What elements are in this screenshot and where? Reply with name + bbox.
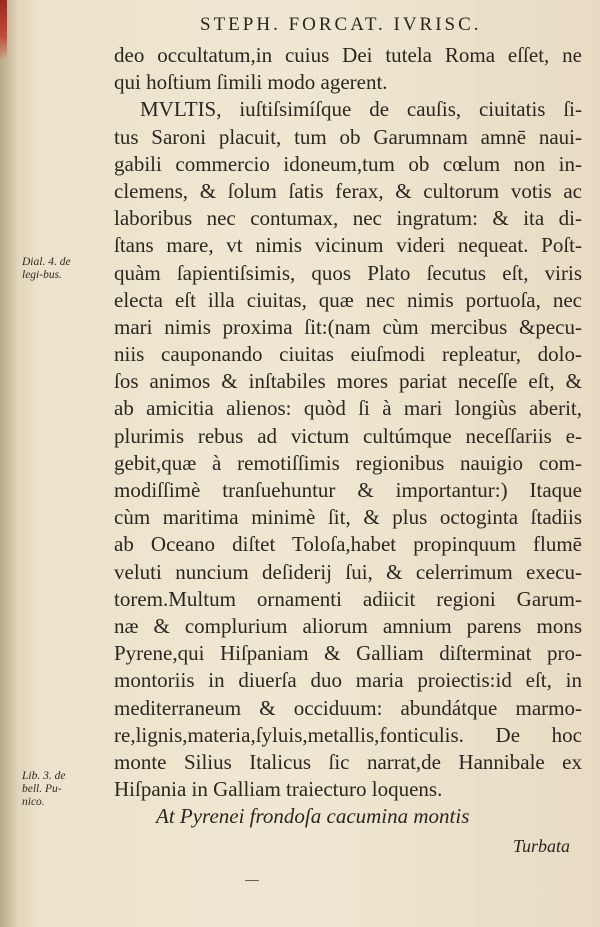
running-head: STEPH. FORCAT. IVRISC.	[200, 14, 482, 35]
text-line: mari nimis proxima ſit:(nam cùm mercibus &pecu-	[114, 314, 582, 339]
text-line: monte Silius Italicus ſic narrat,de Hannibale ex	[114, 749, 582, 774]
red-bookmark-mark	[0, 0, 7, 60]
text-line: Hiſpania in Galliam traiecturo loquens.	[114, 777, 443, 802]
text-line: Pyrene,qui Hiſpaniam & Galliam diſterminat pro-	[114, 641, 582, 666]
text-line: ab Oceano diſtet Toloſa,habet propinquum flumē	[114, 532, 582, 557]
paragraph-opening-line: MVLTIS, iuſtiſsimíſque de cauſis, ciuitatis ſi-	[140, 97, 582, 122]
text-line: ſos animos & inſtabiles mores pariat neceſſe eſt, &	[114, 369, 582, 394]
text-line: næ & complurium aliorum amnium parens mons	[114, 613, 582, 638]
text-line: qui hoſtium ſimili modo agerent.	[114, 70, 388, 95]
body-text	[114, 42, 582, 830]
text-line: tus Saroni placuit, tum ob Garumnam amnē naui-	[114, 124, 582, 149]
text-line: cùm maritima minimè ſit, & plus octoginta ſtadiis	[114, 505, 582, 530]
margin-note-silius: Lib. 3. de bell. Pu-nico.	[22, 770, 66, 808]
text-line: mediterraneum & occiduum: abundátque marmo-	[114, 695, 582, 720]
page-edge-shadow	[0, 0, 18, 927]
margin-note-plato: Dial. 4. de legi-bus.	[22, 256, 71, 281]
text-line: deo occultatum,in cuius Dei tutela Roma eſſet, ne	[114, 43, 582, 67]
verse-quotation-line: At Pyrenei frondoſa cacumina montis	[156, 804, 470, 829]
text-line: quàm ſapientiſsimis, quos Plato ſecutus eſt, viris	[114, 260, 582, 285]
text-line: torem.Multum ornamenti adiicit regioni Garum-	[114, 586, 582, 611]
text-line: gebit,quæ à remotiſſimis regionibus nauigio com-	[114, 450, 582, 475]
text-line: niis cauponando ciuitas eiuſmodi repleatur, dolo-	[114, 342, 582, 367]
text-line: re,lignis,materia,ſyluis,metallis,fonticulis. De hoc	[114, 722, 582, 747]
text-line: montoriis in diuerſa duo maria proiectis:id eſt, in	[114, 668, 582, 693]
signature-rule	[245, 880, 259, 881]
text-line: ſtans mare, vt nimis vicinum videri nequeat. Poſt-	[114, 233, 582, 258]
text-line: clemens, & ſolum ſatis ferax, & cultorum votis ac	[114, 178, 582, 203]
text-line: modiſſimè tranſuehuntur & importantur:) Itaque	[114, 478, 582, 502]
text-line: laboribus nec contumax, nec ingratum: & ita di-	[114, 206, 582, 231]
catchword: Turbata	[512, 836, 570, 856]
text-line: veluti nuncium deſiderij ſui, & celerrimum execu-	[114, 559, 582, 584]
text-line: electa eſt illa ciuitas, quæ nec nimis portuoſa, nec	[114, 287, 582, 312]
text-line: gabili commercio idoneum,tum ob cœlum non in-	[114, 151, 582, 176]
text-line: ab amicitia alienos: quòd ſi à mari longiùs aberit,	[114, 396, 582, 421]
text-line: plurimis rebus ad victum cultúmque neceſſariis e-	[114, 423, 582, 448]
